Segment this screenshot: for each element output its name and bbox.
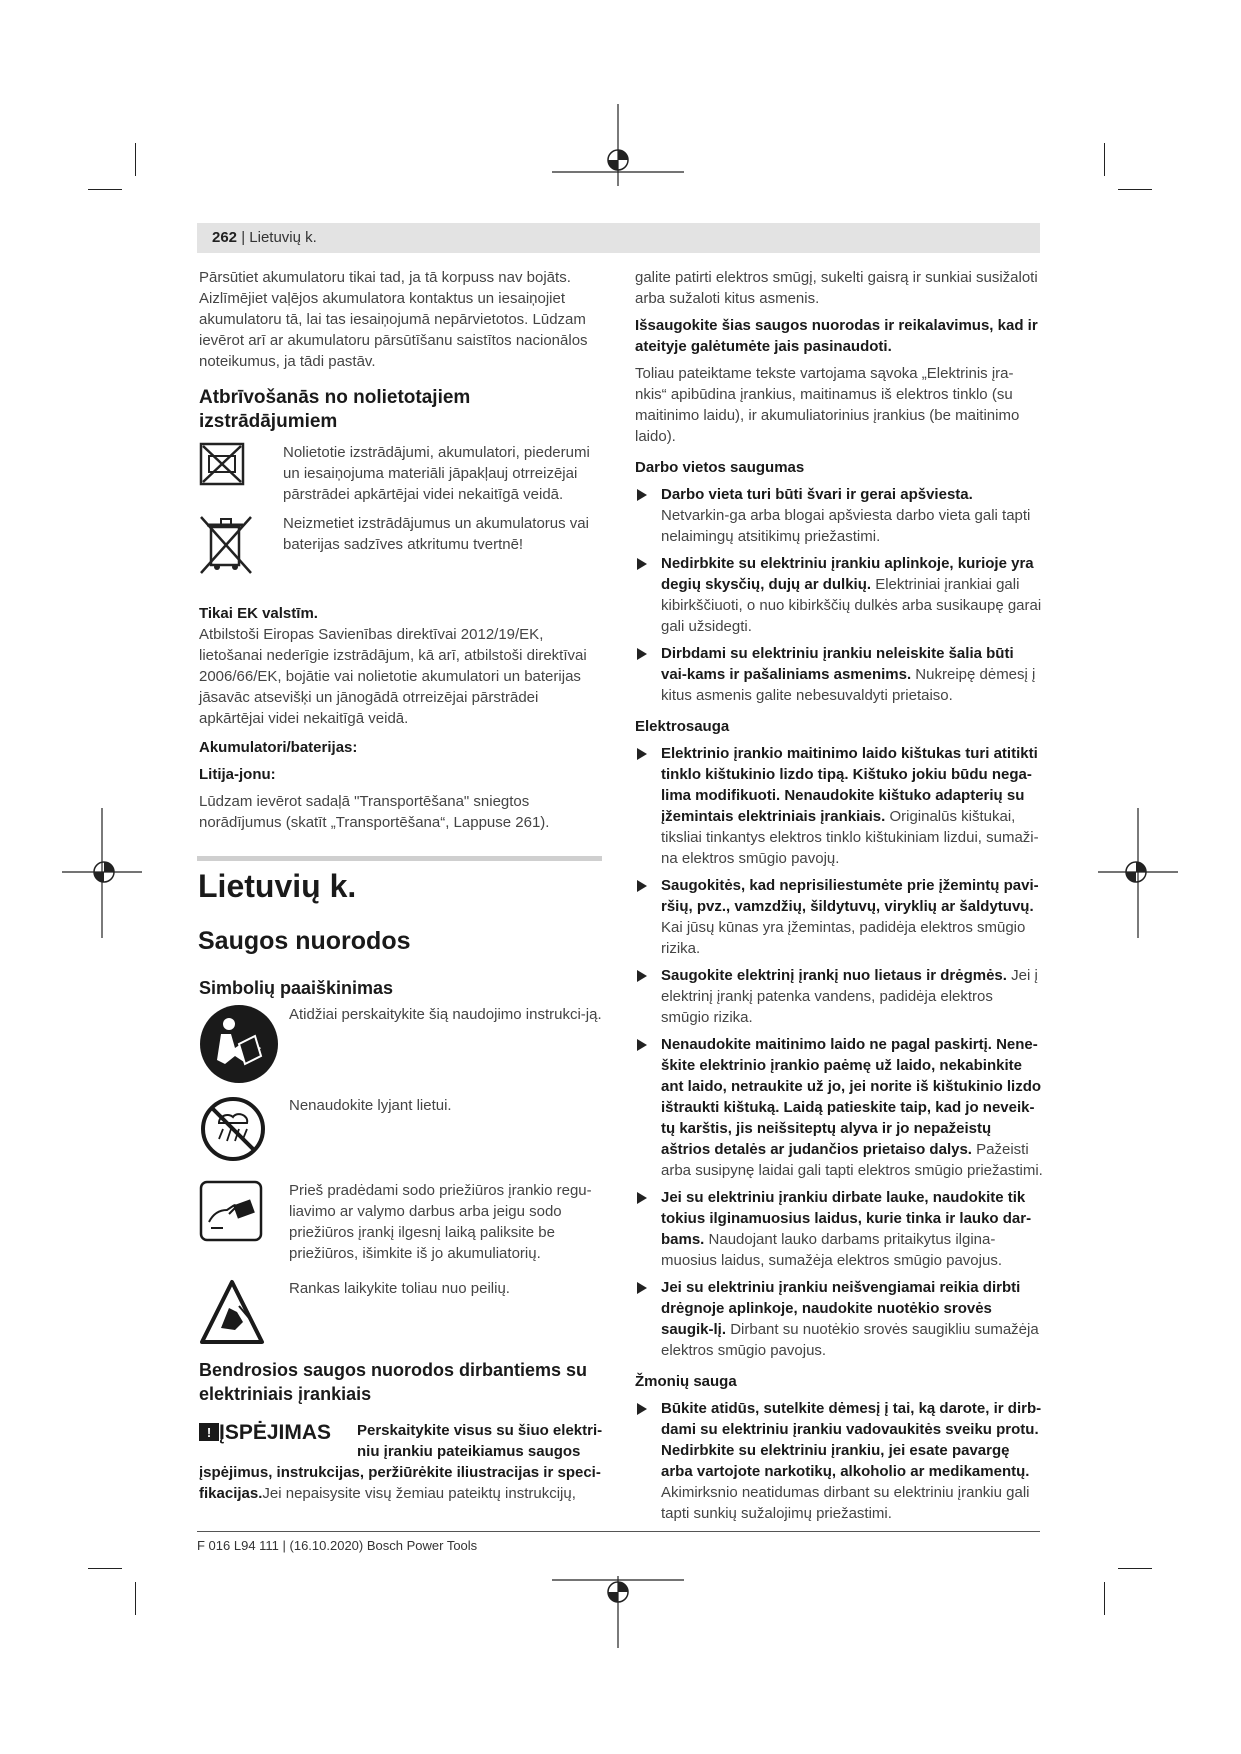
electrical-safety-heading: Elektrosauga [635, 718, 730, 735]
bullet-arrow-icon [637, 880, 647, 892]
disposal-row-2 [199, 513, 603, 581]
page-footer: F 016 L94 111 | (16.10.2020) Bosch Power Tools [197, 1538, 478, 1553]
work-item: Dirbdami su elektriniu įrankiu neleiskite šalia būti vai-kams ir pašaliniams asmenims. Nukreipę dėmesį į kitus asmenis galite nebesuvaldyti prietaiso. [635, 643, 1043, 706]
bullet-arrow-icon [637, 1403, 647, 1415]
warning-triangle-icon: ! [199, 1423, 219, 1441]
batteries-heading: Akumulatori/baterijas: [199, 739, 358, 756]
symbol-row-4 [199, 1278, 603, 1366]
bullet-arrow-icon [637, 1192, 647, 1204]
symbol-text-2: Nenaudokite lyjant lietui. [289, 1097, 452, 1114]
eu-heading: Tikai EK valstīm. [199, 605, 318, 622]
disposal-text-2: Neizmetiet izstrādājumus un akumulatorus vai baterijas sadzīves atkritumu tvertnē! [283, 515, 589, 553]
crop-mark [1118, 1568, 1152, 1569]
left-column [199, 267, 603, 839]
crossed-bin-icon [199, 513, 283, 581]
eu-text: Atbilstoši Eiropas Savienības direktīvai 2012/19/EK, lietošanai nederīgie izstrādājum, kā arī, atbilstoši direktīvai 2006/66/EK, bojātie vai nolietotie akumulatori un baterijas jāsavāc atsevišķi un jānogādā otrreizējai pārstrādei apkārtējai videi nekaitīgā veidā. [199, 626, 587, 727]
symbol-text-4: Rankas laikykite toliau nuo peilių. [289, 1280, 510, 1297]
crop-mark [135, 143, 136, 176]
remove-battery-icon [199, 1180, 289, 1248]
crop-mark [1118, 189, 1152, 190]
personal-item: Būkite atidūs, sutelkite dėmesį į tai, ką darote, ir dirb-dami su elektriniu įrankiu vadovaukitės sveiku protu. Nedirbkite su elektriniu įrankiu, jei esate pavargę arba vartojote narkotikų, alkoholio ar medikamentų. Akimirksnio neatidumas dirbant su elektriniu įrankiu gali tapti sunkių sužalojimų priežastimi. [635, 1398, 1043, 1524]
electrical-item: Saugokitės, kad neprisiliestumėte prie įžemintų pavi-ršių, pvz., vamzdžių, šildytuvų, viryklių ar šaldytuvų. Kai jūsų kūnas yra įžemintas, padidėja elektros smūgio rizika. [635, 875, 1043, 959]
bullet-arrow-icon [637, 489, 647, 501]
term-definition: Toliau pateiktame tekste vartojama sąvoka „Elektrinis įra-nkis“ apibūdina įrankius, maitinamus iš elektros tinklo (su maitinimo laidu), ir akumuliatorinius įrankius (be maitinimo laido). [635, 365, 1020, 445]
right-continuation: galite patirti elektros smūgį, sukelti gaisrą ir sunkiai susižaloti arba sužaloti kitus asmenis. [635, 269, 1038, 307]
warning-block [199, 1420, 603, 1504]
registration-mark-icon [552, 1576, 684, 1648]
disposal-heading: Atbrīvošanās no nolietotajiem izstrādājumiem [199, 387, 471, 432]
crop-mark [1104, 143, 1105, 176]
disposal-row-1 [199, 442, 603, 505]
warning-text: Jei nepaisysite visų žemiau pateiktų instrukcijų, [262, 1485, 576, 1502]
symbols-heading: Simbolių paaiškinimas [199, 978, 394, 998]
page-header-bar [197, 223, 1040, 253]
symbol-row-3 [199, 1180, 603, 1278]
general-safety-section [199, 1358, 603, 1504]
bullet-arrow-icon [637, 1039, 647, 1051]
crop-mark [88, 189, 122, 190]
bullet-arrow-icon [637, 970, 647, 982]
keep-instructions: Išsaugokite šias saugos nuorodas ir reikalavimus, kad ir ateityje galėtumėte jais pasinaudoti. [635, 317, 1038, 355]
read-manual-icon [199, 1004, 289, 1090]
header-section: Lietuvių k. [249, 229, 317, 246]
intro-paragraph: Pārsūtiet akumulatoru tikai tad, ja tā korpuss nav bojāts. Aizlīmējiet vaļējos akumulatora kontaktus un iesaiņojiet akumulatoru tā, lai tas iesaiņojumā nepārvietotos. Lūdzam ievērot arī ar akumulatoru pārsūtīšanu saistītos nacionālos noteikumus, ja tādi pastāv. [199, 269, 588, 370]
registration-mark-icon [1098, 808, 1178, 938]
electrical-item: Jei su elektriniu įrankiu dirbate lauke, naudokite tik tokius ilginamuosius laidus, kurie tinka ir lauko dar-bams. Naudojant lauko darbams pritaikytus ilgina-muosius laidus, sumažėja elektros smūgio pavojus. [635, 1187, 1043, 1271]
symbol-text-1: Atidžiai perskaitykite šią naudojimo instrukci-ją. [289, 1006, 602, 1023]
bullet-arrow-icon [637, 748, 647, 760]
lithium-text: Lūdzam ievērot sadaļā "Transportēšana" sniegtos norādījumus (skatīt „Transportēšana“, Lappuse 261). [199, 793, 550, 831]
safety-title: Saugos nuorodos [198, 927, 411, 955]
personal-safety-heading: Žmonių sauga [635, 1373, 737, 1390]
crop-mark [135, 1582, 136, 1615]
work-item: Nedirbkite su elektriniu įrankiu aplinkoje, kurioje yra degių skysčių, dujų ar dulkių. Elektriniai įrankiai gali kibirkščiuoti, o nuo kibirkščių dulkės arba susikaupę garai gali užsidegti. [635, 553, 1043, 637]
page-number: 262 [212, 229, 238, 246]
symbol-row-2 [199, 1095, 603, 1180]
electrical-item: Jei su elektriniu įrankiu neišvengiamai reikia dirbti drėgnoje aplinkoje, naudokite nuotėkio srovės saugik-lį. Dirbant su nuotėkio srovės saugikliu sumažėja elektros smūgio pavojus. [635, 1277, 1043, 1361]
work-item: Darbo vieta turi būti švari ir gerai apšviesta. Netvarkin-ga arba blogai apšviesta darbo vieta gali tapti nelaimingų atsitikimų priežastimi. [635, 484, 1043, 547]
symbol-text-3: Prieš pradėdami sodo priežiūros įrankio regu-liavimo ar valymo darbus arba jeigu sodo priežiūros įrankį ilgesnį laiką paliksite be priežiūros, išimkite iš jo akumuliatorių. [289, 1182, 592, 1262]
disposal-text-1: Nolietotie izstrādājumi, akumulatori, piederumi un iesaiņojuma materiāli jāpakļauj otrreizējai pārstrādei apkārtējai videi nekaitīgā veidā. [283, 444, 590, 503]
crop-mark [88, 1568, 122, 1569]
symbols-section [199, 976, 603, 1366]
registration-mark-icon [552, 104, 684, 200]
work-area-heading: Darbo vietos saugumas [635, 459, 805, 476]
section-divider [197, 856, 602, 861]
electrical-item: Nenaudokite maitinimo laido ne pagal paskirtį. Nene-škite elektrinio įrankio paėmę už laido, nekabinkite ant laido, netraukite už jo, jei norite iš kištukinio lizdo ištraukti kištuką. Laidą patieskite taip, kad jo neveik-tų karštis, jis neišsiteptų alyva ir jo nepažeistų aštrios detalės ar judančios prietaiso dalys. Pažeisti arba susipynę laidai gali tapti elektros smūgio priežastimi. [635, 1034, 1043, 1181]
bullet-arrow-icon [637, 558, 647, 570]
language-title: Lietuvių k. [198, 868, 357, 904]
recycle-box-icon [199, 442, 283, 492]
electrical-item: Elektrinio įrankio maitinimo laido kištukas turi atitikti tinklo kištukinio lizdo tipą. Kištuko jokiu būdu nega-lima modifikuoti. Nenaudokite kištuko adapterių su įžemintais elektriniais įrankiais. Originalūs kištukai, tiksliai tinkantys elektros tinklo kištukiniam lizdui, sumaži-na elektros smūgio pavojų. [635, 743, 1043, 869]
warning-label: ! ĮSPĖJIMAS [199, 1420, 357, 1446]
no-rain-icon [199, 1095, 289, 1169]
bullet-arrow-icon [637, 1282, 647, 1294]
lithium-heading: Litija-jonu: [199, 766, 276, 783]
blade-hazard-icon [199, 1278, 289, 1352]
symbol-row-1 [199, 1004, 603, 1095]
bullet-arrow-icon [637, 648, 647, 660]
footer-rule [197, 1531, 1040, 1532]
right-column [635, 267, 1043, 1530]
registration-mark-icon [62, 808, 142, 938]
general-safety-heading: Bendrosios saugos nuorodos dirbantiems su elektriniais įrankiais [199, 1360, 588, 1404]
electrical-item: Saugokite elektrinį įrankį nuo lietaus ir drėgmės. Jei į elektrinį įrankį patenka vandens, padidėja elektros smūgio rizika. [635, 965, 1043, 1028]
crop-mark [1104, 1582, 1105, 1615]
page-header: 262 | Lietuvių k. [212, 229, 317, 246]
warning-bold-text: Perskaitykite visus su šiuo elektri-niu įrankiu pateikiamus saugos įspėjimus, instrukcijas, peržiūrėkite iliustracijas ir speci-fikacijas. [199, 1422, 603, 1502]
